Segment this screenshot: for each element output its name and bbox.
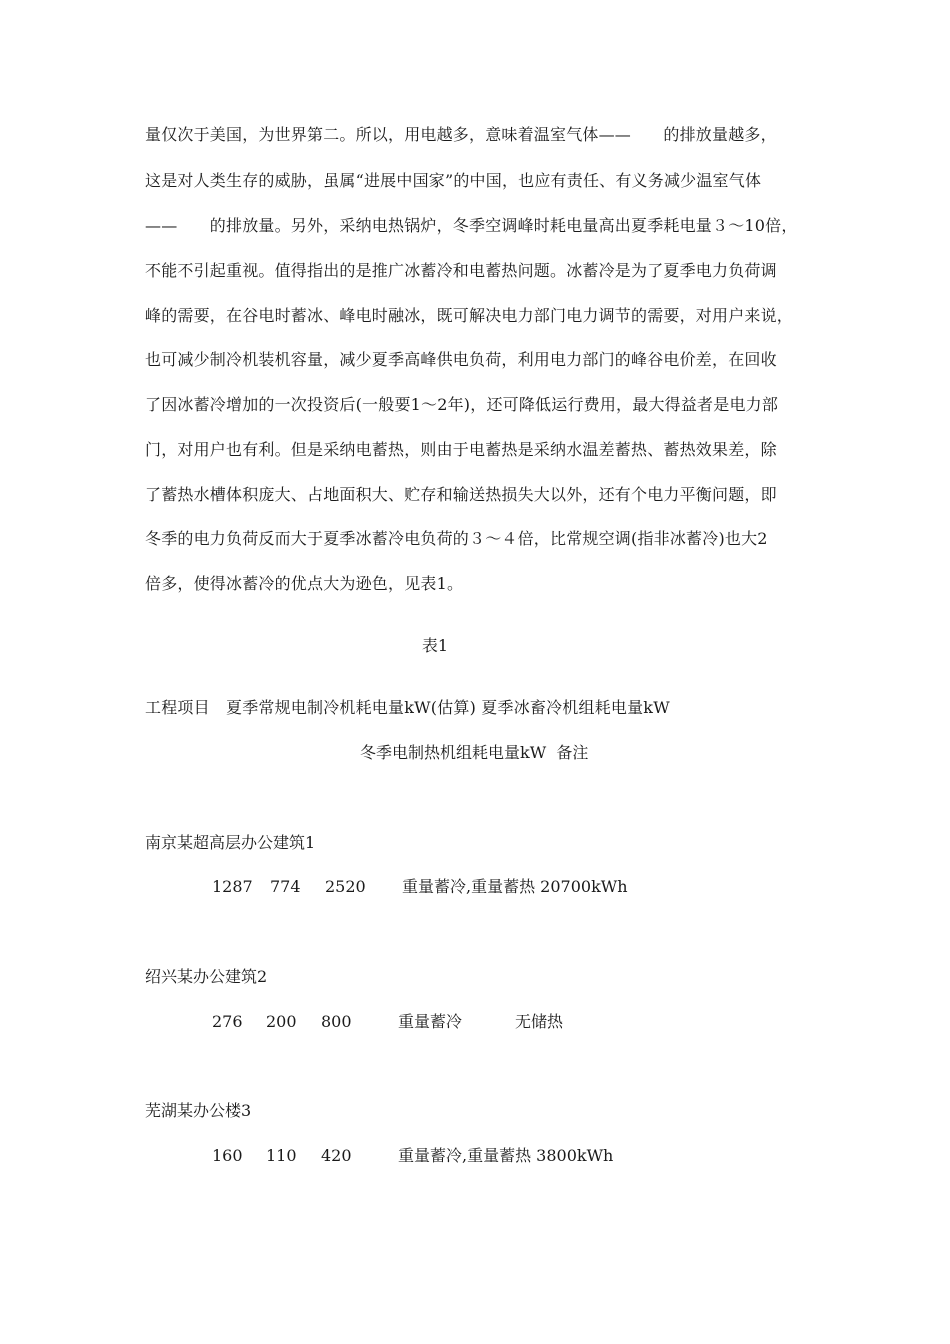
table-cell: 110 bbox=[266, 1146, 297, 1165]
table-cell: 重量蓄冷,重量蓄热 3800kWh bbox=[398, 1146, 614, 1165]
table-cell: 200 bbox=[266, 1012, 297, 1031]
table-cell: 重量蓄冷 bbox=[398, 1012, 463, 1031]
paragraph-line-10: 冬季的电力负荷反而大于夏季冰蓄冷电负荷的３～４倍，比常规空调(指非冰蓄冷)也大2 bbox=[145, 529, 768, 548]
paragraph-line-1: 量仅次于美国，为世界第二。所以，用电越多，意味着温室气体—— 的排放量越多， bbox=[145, 125, 777, 144]
table-cell: 2520 bbox=[325, 877, 366, 896]
table-row-name: 绍兴某办公建筑2 bbox=[145, 967, 268, 986]
table-cell: 276 bbox=[212, 1012, 243, 1031]
paragraph-line-3: —— 的排放量。另外，采纳电热锅炉，冬季空调峰时耗电量高出夏季耗电量３～10倍， bbox=[145, 216, 798, 235]
table-cell: 774 bbox=[270, 877, 301, 896]
paragraph-line-4: 不能不引起重视。值得指出的是推广冰蓄冷和电蓄热问题。冰蓄冷是为了夏季电力负荷调 bbox=[145, 261, 777, 280]
paragraph-line-9: 了蓄热水槽体积庞大、占地面积大、贮存和输送热损失大以外，还有个电力平衡问题，即 bbox=[145, 485, 777, 504]
paragraph-line-7: 了因冰蓄冷增加的一次投资后(一般要1～2年)，还可降低运行费用，最大得益者是电力部 bbox=[145, 395, 779, 414]
table-header-line-1: 工程项目 夏季常规电制冷机耗电量kW(估算) 夏季冰畜冷机组耗电量kW bbox=[145, 698, 670, 717]
table-header-line-2: 冬季电制热机组耗电量kW 备注 bbox=[360, 743, 589, 762]
paragraph-line-11: 倍多，使得冰蓄冷的优点大为逊色，见表1。 bbox=[145, 574, 464, 593]
table-cell: 无储热 bbox=[515, 1012, 564, 1031]
table-row-name: 南京某超高层办公建筑1 bbox=[145, 833, 316, 852]
paragraph-line-5: 峰的需要，在谷电时蓄冰、峰电时融冰，既可解决电力部门电力调节的需要，对用户来说， bbox=[145, 306, 794, 325]
table-cell: 160 bbox=[212, 1146, 243, 1165]
table-cell: 800 bbox=[321, 1012, 352, 1031]
table-cell: 1287 bbox=[212, 877, 253, 896]
table-caption: 表1 bbox=[421, 636, 449, 655]
table-cell: 重量蓄冷,重量蓄热 20700kWh bbox=[402, 877, 628, 896]
paragraph-line-6: 也可减少制冷机装机容量，减少夏季高峰供电负荷，利用电力部门的峰谷电价差，在回收 bbox=[145, 350, 777, 369]
table-cell: 420 bbox=[321, 1146, 352, 1165]
paragraph-line-8: 门，对用户也有利。但是采纳电蓄热，则由于电蓄热是采纳水温差蓄热、蓄热效果差，除 bbox=[145, 440, 777, 459]
paragraph-line-2: 这是对人类生存的威胁，虽属“进展中国家”的中国，也应有责任、有义务减少温室气体 bbox=[145, 171, 762, 190]
table-row-name: 芜湖某办公楼3 bbox=[145, 1101, 252, 1120]
